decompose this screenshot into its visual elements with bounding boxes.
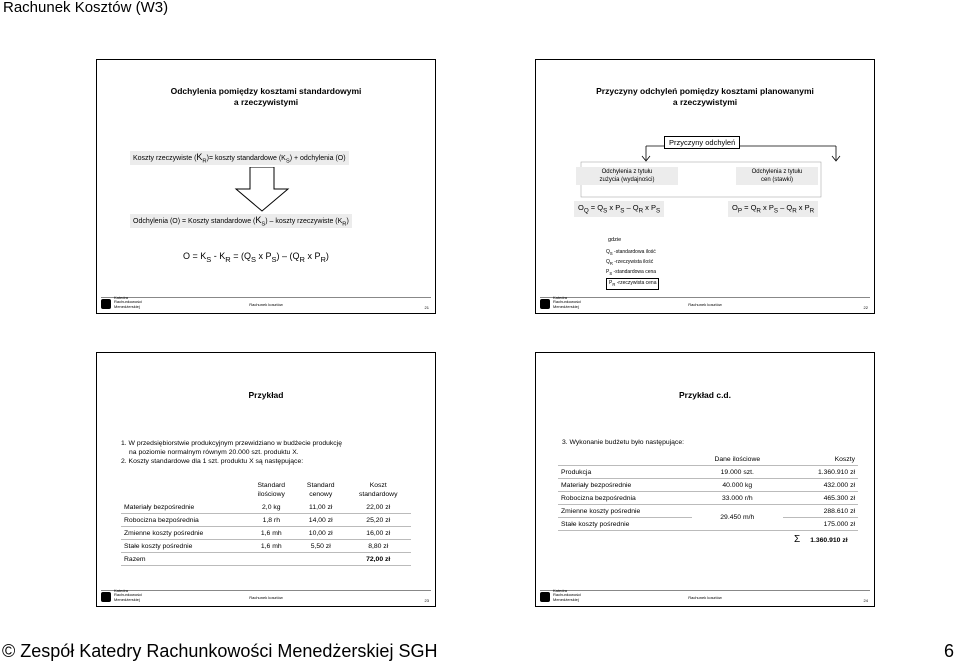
quantity-variance-box: Odchylenia z tytułu zużycia (wydajności) [576,167,678,185]
table-row: Zmienne koszty pośrednie 1,6 mh 10,00 zł 16,00 zł [121,527,411,540]
actual-costs-table: Dane ilościowe Koszty Produkcja 19.000 szt. 1.360.910 zł Materiały bezpośrednie 40.000 kg 432.000 zł Robocizna bezpośrednia 33.000 r/h 465.300 zł Zmienne koszty pośrednie 29.450 m/h 288.610 zł Stałe koszty pośrednie 175.000 zł [558,453,858,531]
table-row: Materiały bezpośrednie 40.000 kg 432.000 zł [558,479,858,492]
table-row: Materiały bezpośrednie 2,0 kg 11,00 zł 22,00 zł [121,501,411,514]
table-row: Stałe koszty pośrednie 175.000 zł [558,518,858,531]
logo: Katedra Rachunkowości Menedżerskiej [540,296,593,310]
page-number: 6 [943,641,954,661]
table-row: Stałe koszty pośrednie 1,6 mh 5,50 zł 8,80 zł [121,540,411,553]
table-row-total: Razem 72,00 zł [121,553,411,566]
table-row: Produkcja 19.000 szt. 1.360.910 zł [558,466,858,479]
equation-variance-formula: $O = K_S - K_R = (Q_S$ x $P_S) - (Q_R$ x $P_R$) [183,251,329,264]
table-row: Zmienne koszty pośrednie 29.450 m/h 288.610 zł [558,505,858,518]
document-title: Rachunek Kosztów (W3) [3,0,169,16]
legend-gdzie: gdzie [608,237,622,243]
slide-22: Przyczyny odchyleń pomiędzy kosztami planowanymi a rzeczywistymi Przyczyny odchyleń Odchylenia z tytułu zużycia (wydajności) Odchylenia z tytułu cen (stawki) $O_Q = Q_S$ x $P_S - Q_R$ x $P_S$ $O_P = Q_R$ x $P_S - Q_R$ x $P_R$ gdzie $Q_S$ -standardowa ilość $Q_R$ -rzeczywista ilość $P_S$ -standardowa cena $P_R$ -rzeczywista cena Katedra Rachunkowości Menedżerskiej Rachunek kosztów 22 [535,59,875,314]
item-3: 3. Wykonanie budżetu było następujące: [562,439,684,446]
slide-21: Odchylenia pomiędzy kosztami standardowymi a rzeczywistymi Koszty rzeczywiste $(K_R)=$ koszty standardowe $(K_S)$ + odchylenia (O) Odchylenia (O) = Koszty standardowe $(K_S)$ – koszty rzeczywiste $(K_R)$ $O = K_S - K_R = (Q_S$ x $P_S) - (Q_R$ x $P_R$) Katedra Rachunkowości Menedżerskiej Rachunek kosztów 21 [96,59,436,314]
logo: Katedra Rachunkowości Menedżerskiej [540,589,593,603]
equation-actual-costs: Koszty rzeczywiste $(K_R)=$ koszty standardowe $(K_S)$ + odchylenia (O) [130,151,349,165]
slide-22-title: Przyczyny odchyleń pomiędzy kosztami planowanymi a rzeczywistymi [596,86,814,107]
down-arrow-icon [232,167,292,213]
logo: Katedra Rachunkowości Menedżerskiej [101,296,154,310]
copyright-footer: © Zespół Katedry Rachunkowości Menedżerskiej SGH [2,641,438,661]
symbols-legend: $Q_S$ -standardowa ilość $Q_R$ -rzeczywista ilość $P_S$ -standardowa cena $P_R$ -rzeczywista cena [606,248,659,290]
slide-23: Przykład 1. W przedsiębiorstwie produkcyjnym przewidziano w budżecie produkcję na poziomie normalnym równym 20.000 szt. produktu X. 2. Koszty standardowe dla 1 szt. produktu X są następujące: Standard ilościowy Standard cenowy Koszt standardowy Materiały bezpośrednie 2,0 kg 11,00 zł 22,00 zł Robocizna bezpośrednia 1,8 rh 14,00 zł 25,20 zł Zmienne koszty pośrednie 1,6 mh 10,00 zł 16,00 zł Stałe koszty pośrednie 1,6 mh 5,50 zł 8,80 zł Razem 72,00 zł Katedra Rachunkowości Menedżerskiej Rachunek kosztów 23 [96,352,436,607]
slide-24: Przykład c.d. 3. Wykonanie budżetu było następujące: Dane ilościowe Koszty Produkcja 19.000 szt. 1.360.910 zł Materiały bezpośrednie 40.000 kg 432.000 zł Robocizna bezpośrednia 33.000 r/h 465.300 zł Zmienne koszty pośrednie 29.450 m/h 288.610 zł Stałe koszty pośrednie 175.000 zł Σ 1.360.910 zł Katedra Rachunkowości Menedżerskiej Rachunek kosztów 24 [535,352,875,607]
total-sum: Σ 1.360.910 zł [794,534,848,545]
slide-21-title: Odchylenia pomiędzy kosztami standardowymi a rzeczywistymi [170,86,362,107]
causes-tree-diagram [536,60,876,315]
item-1: 1. W przedsiębiorstwie produkcyjnym przewidziano w budżecie produkcję na poziomie normalnym równym 20.000 szt. produktu X. 2. Koszty standardowe dla 1 szt. produktu X są następujące: [121,440,342,465]
causes-root: Przyczyny odchyleń [664,136,740,149]
price-variance-box: Odchylenia z tytułu cen (stawki) [736,167,818,185]
slide-23-title: Przykład [248,390,284,400]
slide-24-title: Przykład c.d. [679,390,731,400]
sum-symbol: Σ [794,534,801,545]
quantity-variance-formula: $O_Q = Q_S$ x $P_S - Q_R$ x $P_S$ [574,201,664,217]
equation-variance: Odchylenia (O) = Koszty standardowe $(K_S)$ – koszty rzeczywiste $(K_R)$ [130,214,352,228]
standard-costs-table: Standard ilościowy Standard cenowy Koszt standardowy Materiały bezpośrednie 2,0 kg 11,00 zł 22,00 zł Robocizna bezpośrednia 1,8 rh 14,00 zł 25,20 zł Zmienne koszty pośrednie 1,6 mh 10,00 zł 16,00 zł Stałe koszty pośrednie 1,6 mh 5,50 zł 8,80 zł Razem 72,00 zł [121,479,411,566]
table-row: Robocizna bezpośrednia 33.000 r/h 465.300 zł [558,492,858,505]
logo: Katedra Rachunkowości Menedżerskiej [101,589,154,603]
price-variance-formula: $O_P = Q_R$ x $P_S - Q_R$ x $P_R$ [728,201,818,217]
table-row: Robocizna bezpośrednia 1,8 rh 14,00 zł 25,20 zł [121,514,411,527]
